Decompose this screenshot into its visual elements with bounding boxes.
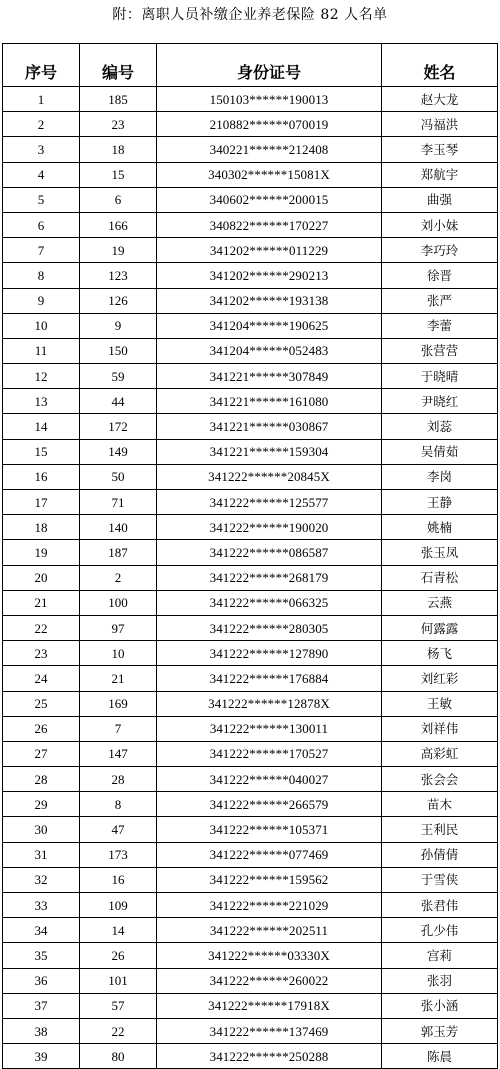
table-body	[3, 87, 498, 1069]
table-row	[3, 817, 498, 842]
row-id-card: 340602******200015	[157, 187, 382, 212]
row-name: 于晓晴	[382, 364, 498, 389]
row-name: 郑航宇	[382, 162, 498, 187]
row-id-card: 341202******193138	[157, 288, 382, 313]
row-name: 李蕾	[382, 313, 498, 338]
row-name: 张羽	[382, 968, 498, 993]
header-number: 编号	[80, 44, 157, 87]
row-id-card: 341222******268179	[157, 565, 382, 590]
row-seq: 14	[3, 414, 80, 439]
row-name: 张君伟	[382, 893, 498, 918]
table-row	[3, 792, 498, 817]
row-number: 15	[80, 162, 157, 187]
row-name: 刘蕊	[382, 414, 498, 439]
row-seq: 33	[3, 893, 80, 918]
row-seq: 31	[3, 842, 80, 867]
row-number: 47	[80, 817, 157, 842]
row-seq: 36	[3, 968, 80, 993]
row-seq: 35	[3, 943, 80, 968]
table-row	[3, 867, 498, 892]
row-seq: 29	[3, 792, 80, 817]
row-id-card: 341222******105371	[157, 817, 382, 842]
row-id-card: 341222******176884	[157, 666, 382, 691]
row-name: 徐晋	[382, 263, 498, 288]
row-number: 2	[80, 565, 157, 590]
row-number: 7	[80, 716, 157, 741]
row-seq: 8	[3, 263, 80, 288]
table-row	[3, 691, 498, 716]
row-id-card: 340221******212408	[157, 137, 382, 162]
table-row	[3, 212, 498, 237]
table-row	[3, 968, 498, 993]
row-seq: 20	[3, 565, 80, 590]
row-seq: 32	[3, 867, 80, 892]
row-name: 石青松	[382, 565, 498, 590]
table-row	[3, 716, 498, 741]
row-id-card: 341222******20845X	[157, 464, 382, 489]
row-seq: 37	[3, 993, 80, 1018]
row-name: 尹晓红	[382, 389, 498, 414]
table-row	[3, 288, 498, 313]
row-number: 21	[80, 666, 157, 691]
row-number: 6	[80, 187, 157, 212]
row-number: 26	[80, 943, 157, 968]
row-number: 166	[80, 212, 157, 237]
row-number: 187	[80, 540, 157, 565]
table-header-row	[3, 44, 498, 87]
row-name: 云燕	[382, 590, 498, 615]
table-row	[3, 414, 498, 439]
row-id-card: 341222******12878X	[157, 691, 382, 716]
row-name: 冯福洪	[382, 112, 498, 137]
row-id-card: 341222******086587	[157, 540, 382, 565]
row-number: 14	[80, 918, 157, 943]
row-number: 9	[80, 313, 157, 338]
row-id-card: 341222******040027	[157, 767, 382, 792]
row-number: 19	[80, 238, 157, 263]
row-seq: 13	[3, 389, 80, 414]
row-seq: 3	[3, 137, 80, 162]
row-name: 李巧玲	[382, 238, 498, 263]
row-number: 44	[80, 389, 157, 414]
row-name: 陈晨	[382, 1044, 498, 1069]
row-number: 59	[80, 364, 157, 389]
row-name: 王利民	[382, 817, 498, 842]
row-number: 149	[80, 439, 157, 464]
table-row	[3, 993, 498, 1018]
row-name: 王敏	[382, 691, 498, 716]
table-row	[3, 162, 498, 187]
table-row	[3, 490, 498, 515]
row-seq: 5	[3, 187, 80, 212]
row-name: 李玉琴	[382, 137, 498, 162]
row-seq: 12	[3, 364, 80, 389]
row-id-card: 341222******03330X	[157, 943, 382, 968]
row-id-card: 341222******130011	[157, 716, 382, 741]
row-number: 126	[80, 288, 157, 313]
row-name: 苗木	[382, 792, 498, 817]
row-seq: 27	[3, 741, 80, 766]
row-name: 孙倩倩	[382, 842, 498, 867]
row-seq: 21	[3, 590, 80, 615]
row-number: 172	[80, 414, 157, 439]
row-number: 101	[80, 968, 157, 993]
row-name: 杨飞	[382, 641, 498, 666]
row-number: 71	[80, 490, 157, 515]
row-seq: 26	[3, 716, 80, 741]
row-number: 97	[80, 615, 157, 640]
table-row	[3, 389, 498, 414]
header-seq: 序号	[3, 44, 80, 87]
table-row	[3, 842, 498, 867]
row-id-card: 341222******137469	[157, 1018, 382, 1043]
row-number: 22	[80, 1018, 157, 1043]
row-seq: 15	[3, 439, 80, 464]
row-id-card: 341202******290213	[157, 263, 382, 288]
row-seq: 22	[3, 615, 80, 640]
table-row	[3, 1018, 498, 1043]
row-name: 姚楠	[382, 515, 498, 540]
row-seq: 30	[3, 817, 80, 842]
row-number: 10	[80, 641, 157, 666]
row-number: 169	[80, 691, 157, 716]
row-seq: 18	[3, 515, 80, 540]
table-row	[3, 893, 498, 918]
row-id-card: 341222******066325	[157, 590, 382, 615]
row-id-card: 341222******077469	[157, 842, 382, 867]
row-id-card: 341222******260022	[157, 968, 382, 993]
table-row	[3, 565, 498, 590]
table-row	[3, 767, 498, 792]
row-number: 109	[80, 893, 157, 918]
row-name: 郭玉芳	[382, 1018, 498, 1043]
row-name: 赵大龙	[382, 87, 498, 112]
row-seq: 19	[3, 540, 80, 565]
row-id-card: 341221******159304	[157, 439, 382, 464]
row-name: 孔少伟	[382, 918, 498, 943]
row-number: 16	[80, 867, 157, 892]
table-row	[3, 515, 498, 540]
table-row	[3, 364, 498, 389]
row-id-card: 341222******159562	[157, 867, 382, 892]
table-row	[3, 615, 498, 640]
row-number: 140	[80, 515, 157, 540]
row-seq: 6	[3, 212, 80, 237]
row-id-card: 341221******307849	[157, 364, 382, 389]
table-row	[3, 238, 498, 263]
row-name: 高彩虹	[382, 741, 498, 766]
row-id-card: 341222******221029	[157, 893, 382, 918]
row-seq: 28	[3, 767, 80, 792]
row-number: 28	[80, 767, 157, 792]
table-row	[3, 464, 498, 489]
row-name: 张营营	[382, 338, 498, 363]
row-number: 80	[80, 1044, 157, 1069]
row-id-card: 341202******011229	[157, 238, 382, 263]
row-seq: 23	[3, 641, 80, 666]
row-seq: 4	[3, 162, 80, 187]
row-id-card: 341221******030867	[157, 414, 382, 439]
table-row	[3, 137, 498, 162]
row-id-card: 341222******17918X	[157, 993, 382, 1018]
row-number: 185	[80, 87, 157, 112]
header-name: 姓名	[382, 44, 498, 87]
row-seq: 17	[3, 490, 80, 515]
row-name: 张会会	[382, 767, 498, 792]
row-name: 吴倩茹	[382, 439, 498, 464]
table-row	[3, 112, 498, 137]
table-row	[3, 540, 498, 565]
row-name: 何露露	[382, 615, 498, 640]
header-id-card: 身份证号	[157, 44, 382, 87]
row-name: 宫莉	[382, 943, 498, 968]
row-seq: 9	[3, 288, 80, 313]
row-name: 于雪侠	[382, 867, 498, 892]
row-name: 张小涵	[382, 993, 498, 1018]
row-number: 147	[80, 741, 157, 766]
table-row	[3, 943, 498, 968]
row-name: 张严	[382, 288, 498, 313]
table-row	[3, 641, 498, 666]
table-row	[3, 263, 498, 288]
row-id-card: 341222******190020	[157, 515, 382, 540]
table-row	[3, 741, 498, 766]
row-seq: 34	[3, 918, 80, 943]
row-seq: 11	[3, 338, 80, 363]
table-row	[3, 338, 498, 363]
row-number: 123	[80, 263, 157, 288]
table-row	[3, 1044, 498, 1069]
row-seq: 1	[3, 87, 80, 112]
row-id-card: 340302******15081X	[157, 162, 382, 187]
row-id-card: 341222******125577	[157, 490, 382, 515]
row-name: 刘祥伟	[382, 716, 498, 741]
row-number: 173	[80, 842, 157, 867]
row-name: 李岗	[382, 464, 498, 489]
table-row	[3, 439, 498, 464]
table-row	[3, 187, 498, 212]
row-id-card: 341222******250288	[157, 1044, 382, 1069]
row-seq: 38	[3, 1018, 80, 1043]
row-id-card: 341221******161080	[157, 389, 382, 414]
row-id-card: 150103******190013	[157, 87, 382, 112]
document-title: 附：离职人员补缴企业养老保险 82 人名单	[112, 7, 388, 23]
row-id-card: 341204******190625	[157, 313, 382, 338]
row-seq: 39	[3, 1044, 80, 1069]
row-id-card: 341222******266579	[157, 792, 382, 817]
row-number: 57	[80, 993, 157, 1018]
row-number: 8	[80, 792, 157, 817]
row-name: 刘红彩	[382, 666, 498, 691]
table-row	[3, 313, 498, 338]
row-number: 18	[80, 137, 157, 162]
row-name: 刘小妹	[382, 212, 498, 237]
row-seq: 25	[3, 691, 80, 716]
table-row	[3, 87, 498, 112]
row-seq: 7	[3, 238, 80, 263]
row-name: 张玉凤	[382, 540, 498, 565]
row-seq: 16	[3, 464, 80, 489]
row-id-card: 341222******280305	[157, 615, 382, 640]
row-seq: 2	[3, 112, 80, 137]
row-name: 曲强	[382, 187, 498, 212]
row-id-card: 341222******170527	[157, 741, 382, 766]
row-id-card: 341204******052483	[157, 338, 382, 363]
row-number: 100	[80, 590, 157, 615]
row-seq: 24	[3, 666, 80, 691]
row-id-card: 210882******070019	[157, 112, 382, 137]
row-id-card: 341222******127890	[157, 641, 382, 666]
row-seq: 10	[3, 313, 80, 338]
row-id-card: 340822******170227	[157, 212, 382, 237]
row-number: 23	[80, 112, 157, 137]
table-row	[3, 590, 498, 615]
table-row	[3, 666, 498, 691]
row-number: 50	[80, 464, 157, 489]
personnel-table	[2, 43, 498, 1069]
row-name: 王静	[382, 490, 498, 515]
row-number: 150	[80, 338, 157, 363]
row-id-card: 341222******202511	[157, 918, 382, 943]
table-row	[3, 918, 498, 943]
